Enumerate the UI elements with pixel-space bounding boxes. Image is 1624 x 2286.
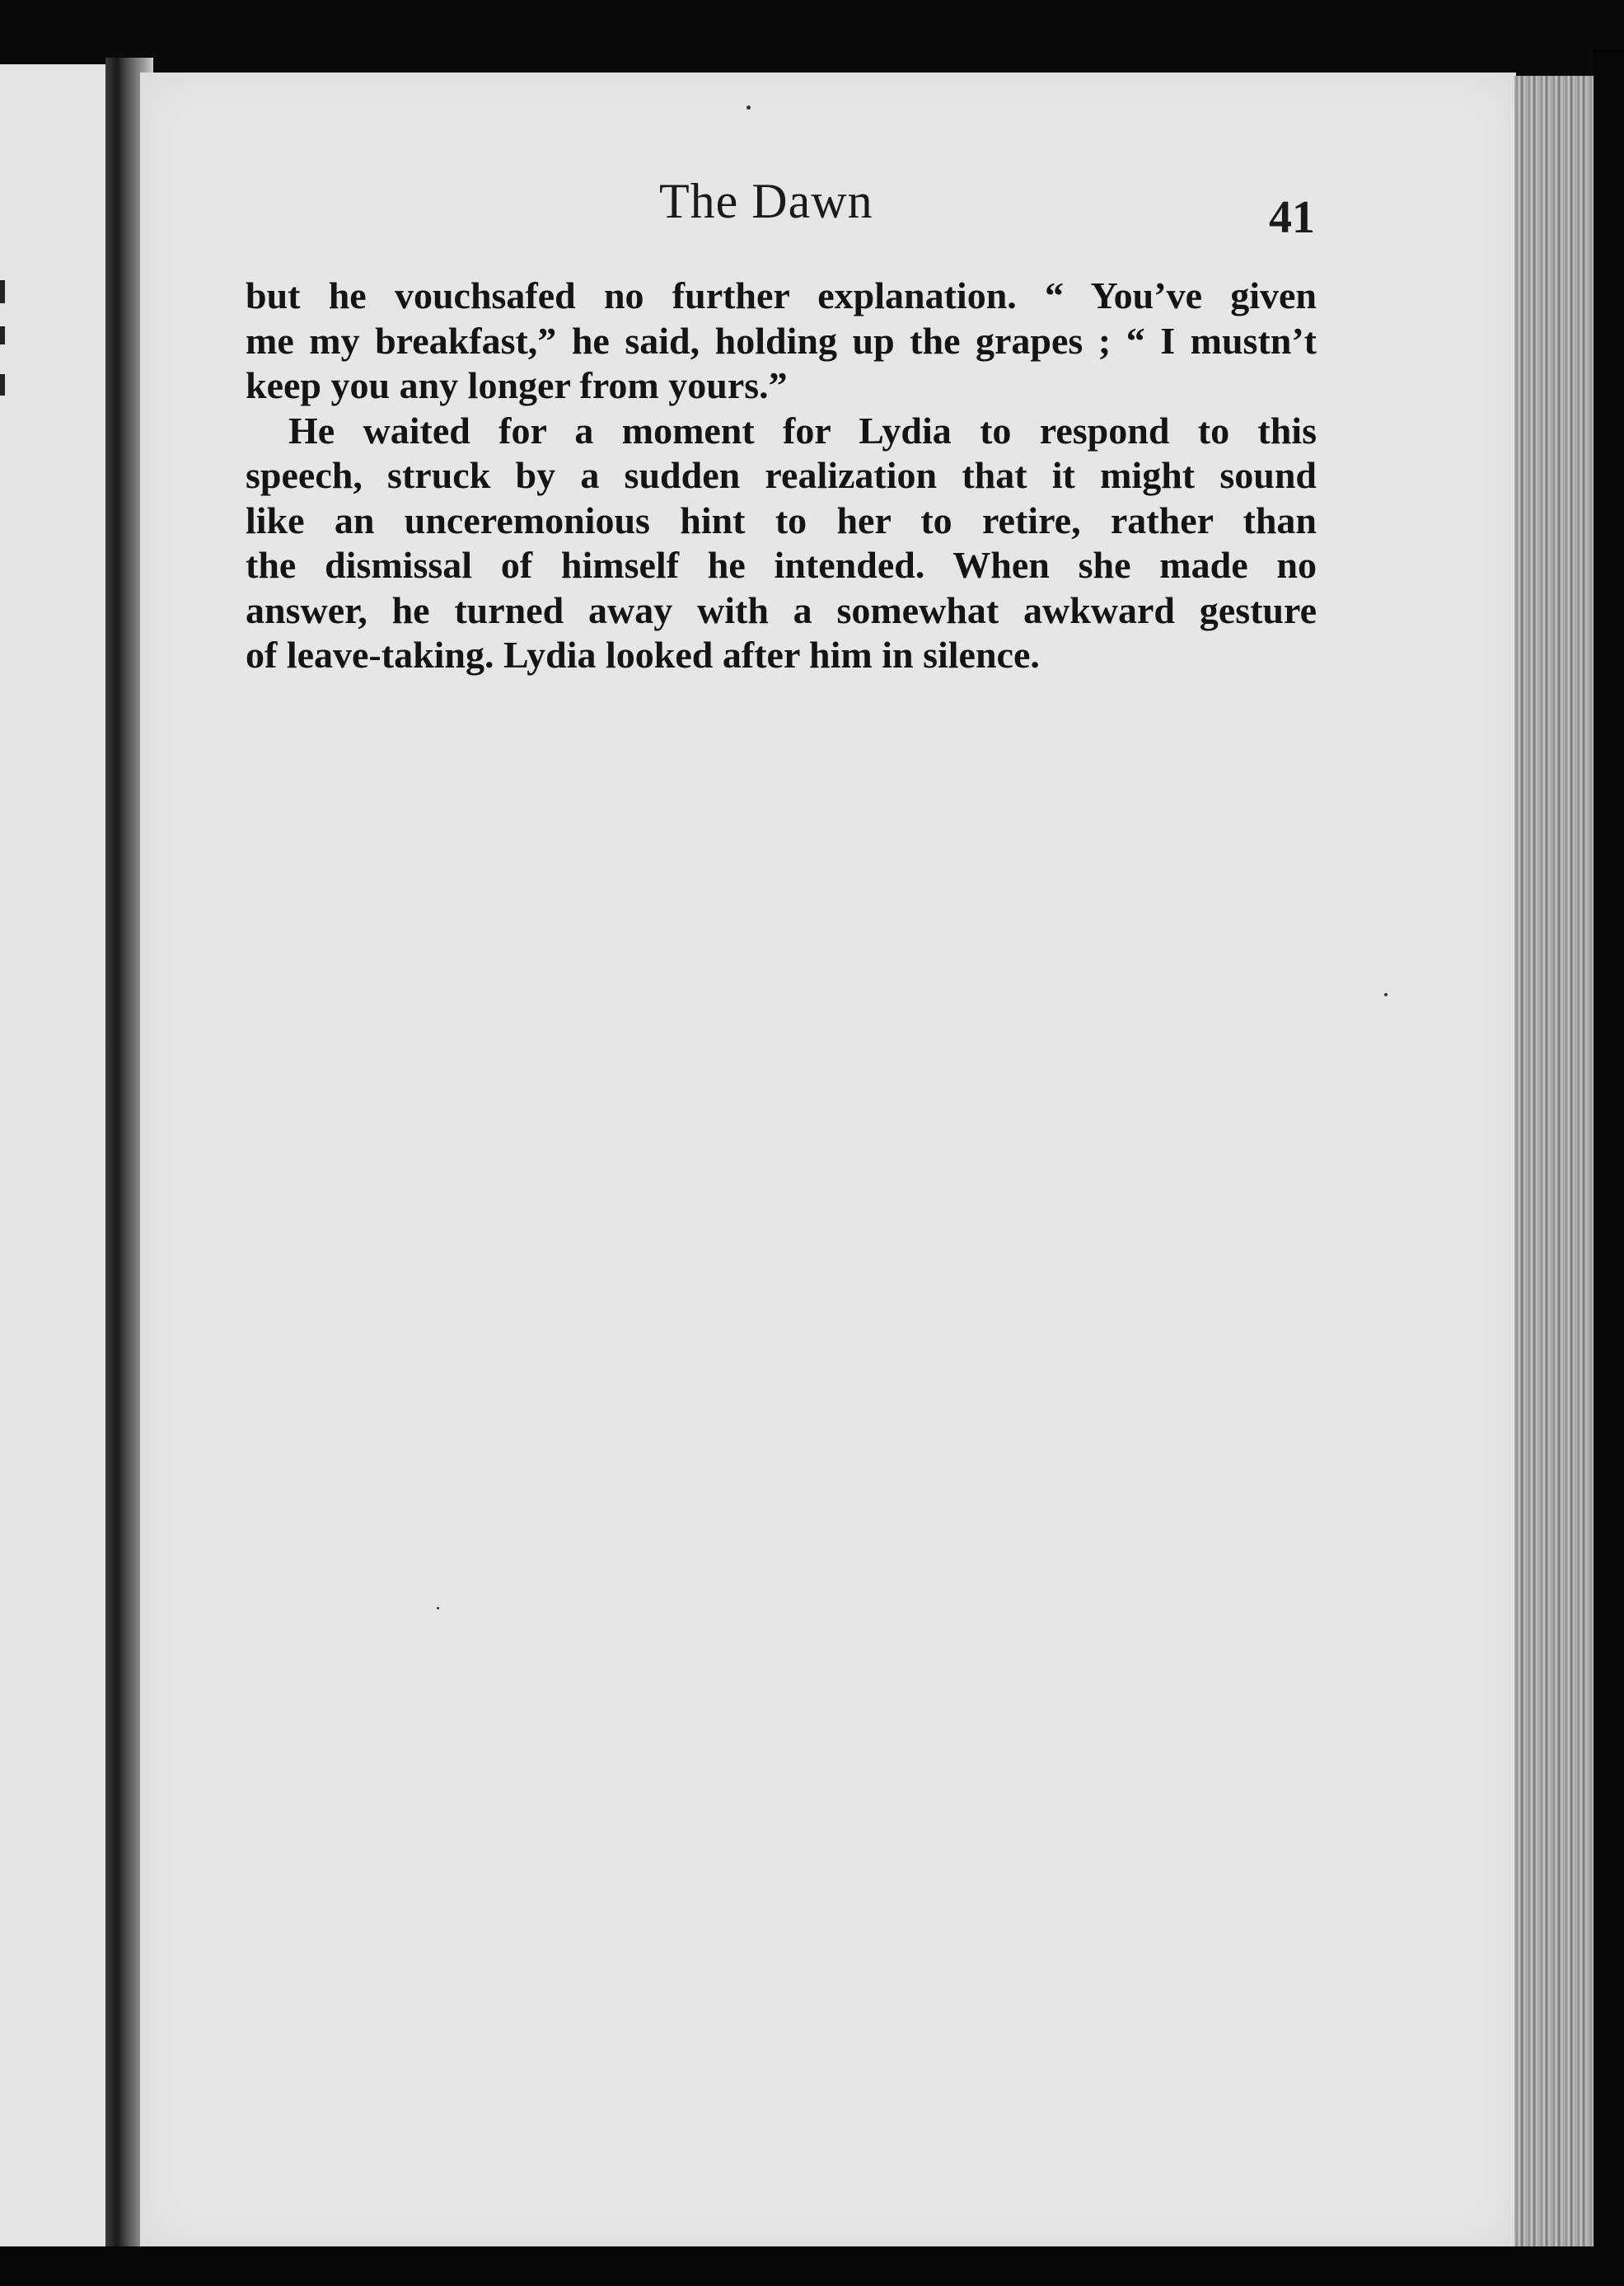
text-line: the dismissal of himself he intended. When she made no xyxy=(246,544,1317,586)
right-border xyxy=(1594,49,1624,2286)
text-line: He waited for a moment for Lydia to respond to this xyxy=(288,409,1317,452)
text-line: speech, struck by a sudden realization that it might sound xyxy=(246,454,1317,496)
page-number: 41 xyxy=(1269,192,1315,243)
text-line: me my breakfast,” he said, holding up the grapes ; “ I mustn’t xyxy=(246,319,1317,362)
bottom-border xyxy=(0,2246,1624,2286)
text-fragment xyxy=(0,280,5,303)
text-fragment xyxy=(0,326,5,344)
stacked-page-edges xyxy=(1514,76,1594,2251)
dust-speck xyxy=(437,1607,439,1609)
dust-speck xyxy=(1384,993,1388,996)
dust-speck xyxy=(746,105,751,110)
paragraph xyxy=(246,274,1317,409)
text-line: but he vouchsafed no further explanation. “ You’ve given xyxy=(246,274,1317,316)
text-line: like an unceremonious hint to her to retire, rather than xyxy=(246,499,1317,541)
body-text xyxy=(246,274,1317,678)
text-line: keep you any longer from yours.” xyxy=(246,364,788,406)
running-title: The Dawn xyxy=(659,174,873,228)
text-line: of leave-taking. Lydia looked after him in silence. xyxy=(246,634,1040,676)
previous-page-edge xyxy=(0,64,115,2248)
text-line: answer, he turned away with a somewhat awkward gesture xyxy=(246,588,1317,631)
paragraph xyxy=(246,409,1317,678)
text-fragment xyxy=(0,374,5,396)
